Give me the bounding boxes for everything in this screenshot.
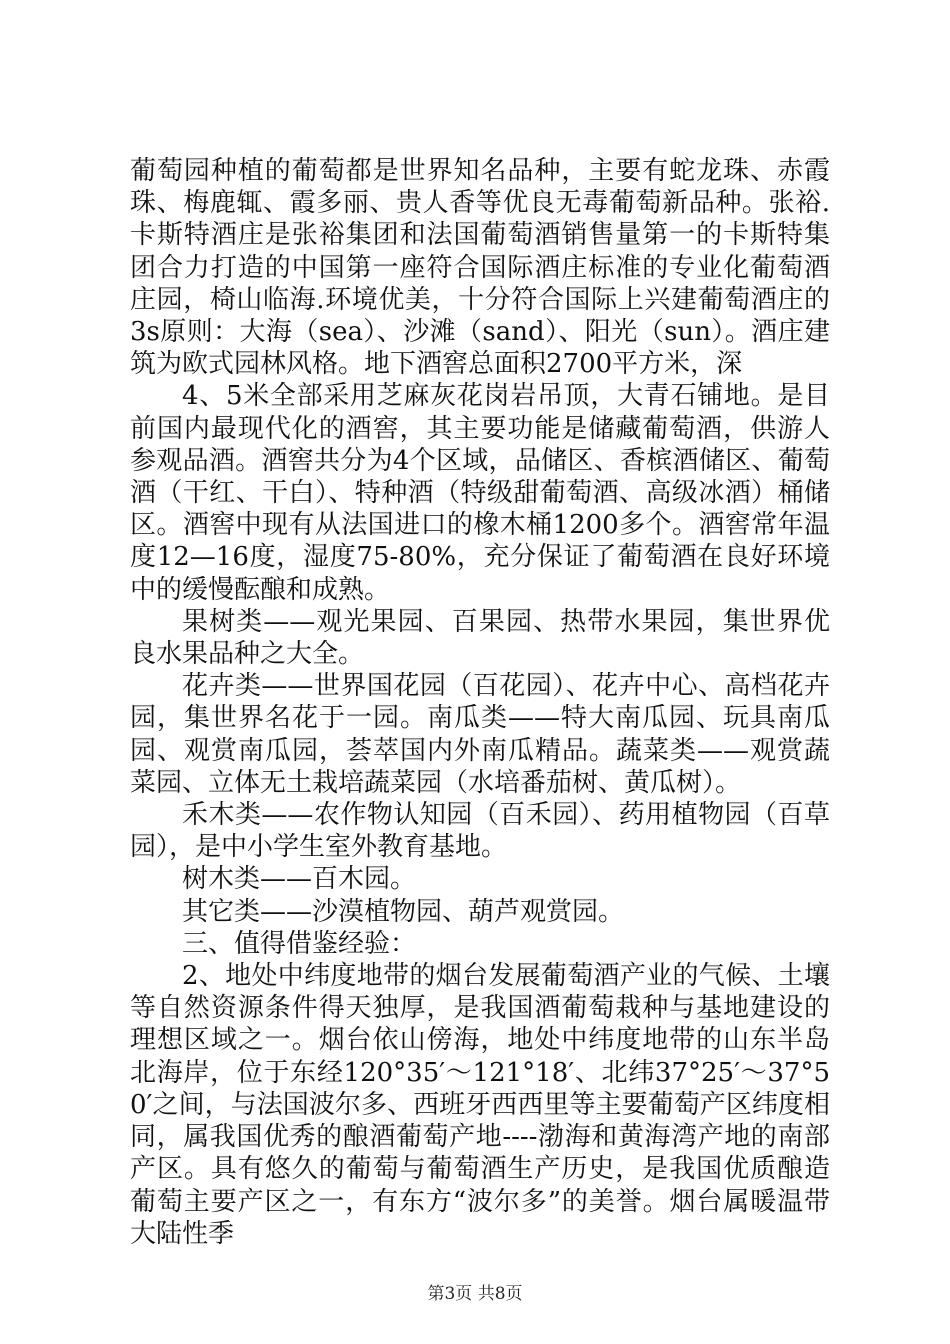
section-heading-experience: 三、值得借鉴经验：: [182, 928, 417, 959]
paragraph-crops: 禾木类——农作物认知园（百禾园）、药用植物园（百草园），是中小学生室外教育基地。: [130, 800, 830, 863]
paragraph-trees: 树木类——百木园。: [182, 864, 417, 895]
paragraph-wine-cellar: 4、5米全部采用芝麻灰花岗岩吊顶，大青石铺地。是目前国内最现代化的酒窖，其主要功能是储藏葡萄酒，供游人参观品酒。酒窖共分为4个区域，品储区、香槟酒储区、葡萄酒（干红、干白）、特种酒（特级甜葡萄酒、高级冰酒）桶储区。酒窖中现有从法国进口的橡木桶1200多个。酒窖常年温度12—16度，湿度75-80%，充分保证了葡萄酒在良好环境中的缓慢酝酿和成熟。: [130, 381, 830, 605]
paragraph-grape-varieties: 葡萄园种植的葡萄都是世界知名品种，主要有蛇龙珠、赤霞珠、梅鹿辄、霞多丽、贵人香等优良无毒葡萄新品种。张裕.卡斯特酒庄是张裕集团和法国葡萄酒销售量第一的卡斯特集团合力打造的中国第一座符合国际酒庄标准的专业化葡萄酒庄园，椅山临海.环境优美，十分符合国际上兴建葡萄酒庄的3s原则：大海（sea）、沙滩（sand）、阳光（sun）。酒庄建筑为欧式园林风格。地下酒窖总面积2700平方米，深: [130, 156, 830, 380]
paragraph-flowers-vegetables: 花卉类——世界国花园（百花园）、花卉中心、高档花卉园，集世界名花于一园。南瓜类——特大南瓜园、玩具南瓜园、观赏南瓜园，荟萃国内外南瓜精品。蔬菜类——观赏蔬菜园、立体无土栽培蔬菜园（水培番茄树、黄瓜树）。: [130, 671, 830, 798]
paragraph-fruit-trees: 果树类——观光果园、百果园、热带水果园，集世界优良水果品种之大全。: [130, 606, 830, 670]
document-body: [130, 155, 830, 1250]
paragraph-others: 其它类——沙漠植物园、葫芦观赏园。: [182, 896, 625, 927]
paragraph-yantai-climate: 2、地处中纬度地带的烟台发展葡萄酒产业的气候、土壤等自然资源条件得天独厚，是我国酒葡萄栽种与基地建设的理想区域之一。烟台依山傍海，地处中纬度地带的山东半岛北海岸，位于东经120°35′～121°18′、北纬37°25′～37°50′之间，与法国波尔多、西班牙西西里等主要葡萄产区纬度相同，属我国优秀的酿酒葡萄产地----渤海和黄海湾产地的南部产区。具有悠久的葡萄与葡萄酒生产历史，是我国优质酿造葡萄主要产区之一，有东方“波尔多”的美誉。烟台属暖温带大陆性季: [130, 961, 830, 1249]
page-number-footer: 第3页 共8页: [427, 1284, 523, 1304]
